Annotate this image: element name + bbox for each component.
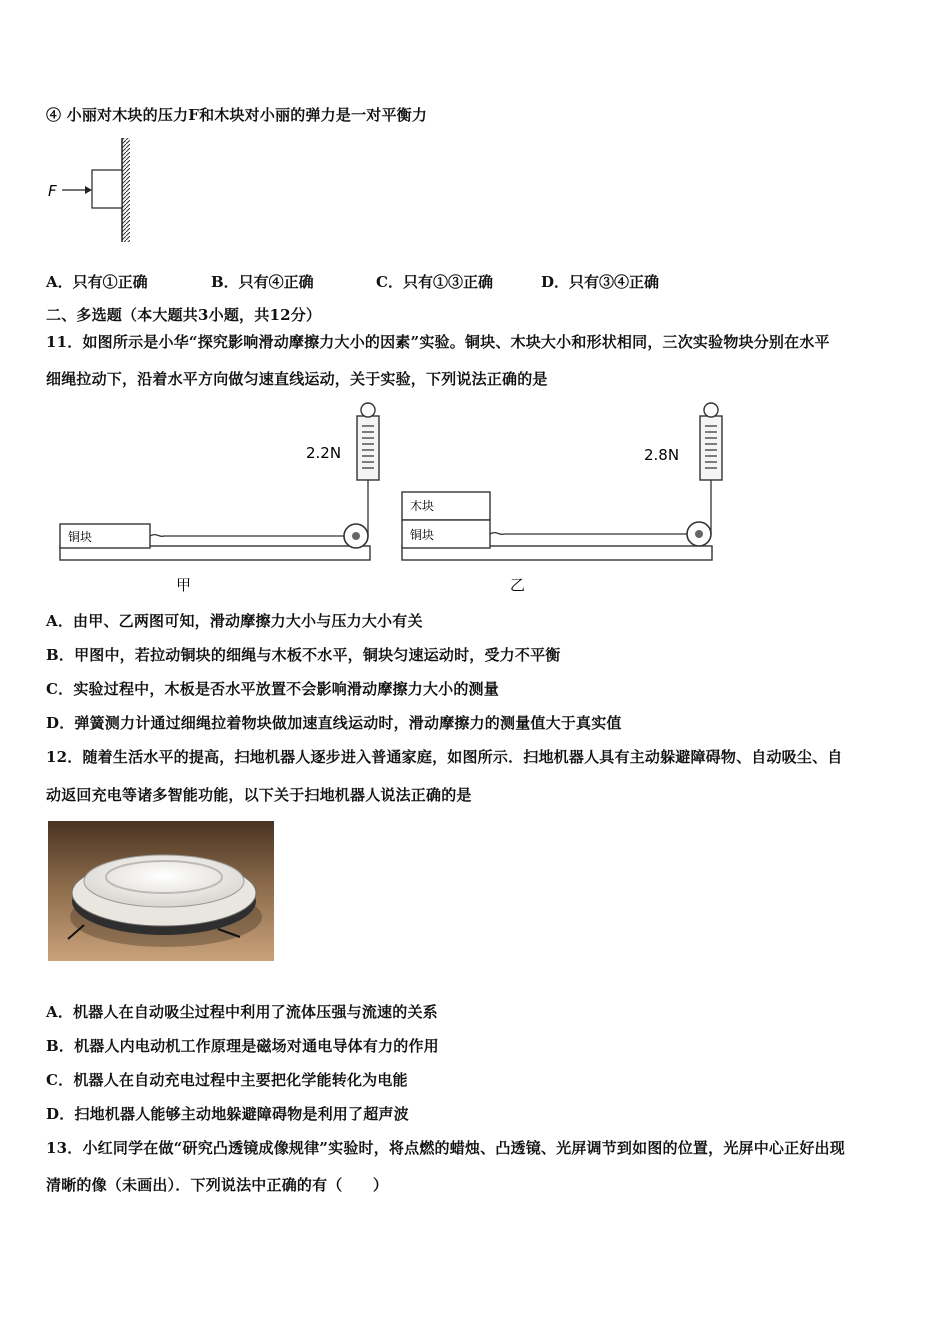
q12-stem-line-2: 动返回充电等诸多智能功能，以下关于扫地机器人说法正确的是 — [46, 786, 472, 804]
q10-choice-b[interactable]: B．只有④正确 — [211, 273, 314, 291]
copper-label-right: 铜块 — [410, 528, 435, 542]
wall — [122, 138, 130, 242]
q12-option-d[interactable]: D．扫地机器人能够主动地躲避障碍物是利用了超声波 — [46, 1105, 409, 1123]
robot-vacuum-photo — [48, 821, 274, 961]
caption-yi: 乙 — [510, 576, 526, 594]
pulley-left-hub — [352, 532, 360, 540]
q12-stem-line-1: 12．随着生活水平的提高，扫地机器人逐步进入普通家庭，如图所示．扫地机器人具有主动躲避障碍物、自动吸尘、自 — [46, 748, 843, 766]
setup-yi — [402, 403, 722, 594]
wooden-block — [92, 170, 122, 208]
q11-stem-line-2: 细绳拉动下，沿着水平方向做匀速直线运动，关于实验，下列说法正确的是 — [46, 370, 548, 388]
q10-force-diagram — [46, 136, 146, 244]
q11-option-a[interactable]: A．由甲、乙两图可知，滑动摩擦力大小与压力大小有关 — [46, 612, 423, 630]
spring-scale-left-ring — [361, 403, 375, 417]
q11-friction-figure — [46, 398, 726, 598]
section-2-title: 二、多选题（本大题共3小题，共12分） — [46, 306, 322, 324]
force-arrow-head — [85, 186, 92, 194]
spring-scale-right-ring — [704, 403, 718, 417]
q12-option-b[interactable]: B．机器人内电动机工作原理是磁场对通电导体有力的作用 — [46, 1037, 439, 1055]
q12-option-a[interactable]: A．机器人在自动吸尘过程中利用了流体压强与流速的关系 — [46, 1003, 438, 1021]
string-right — [490, 533, 689, 535]
q11-stem-line-1: 11．如图所示是小华“探究影响滑动摩擦力大小的因素”实验。铜块、木块大小和形状相同，三次实验物块分别在水平 — [46, 333, 830, 351]
force-label: F — [48, 182, 57, 200]
reading-right: 2.8N — [644, 446, 680, 464]
string-left — [150, 535, 346, 537]
caption-jia: 甲 — [176, 576, 192, 594]
q10-choice-c[interactable]: C．只有①③正确 — [376, 273, 493, 291]
setup-jia — [60, 403, 379, 594]
q11-option-d[interactable]: D．弹簧测力计通过细绳拉着物块做加速直线运动时，滑动摩擦力的测量值大于真实值 — [46, 714, 622, 732]
q12-option-c[interactable]: C．机器人在自动充电过程中主要把化学能转化为电能 — [46, 1071, 408, 1089]
wood-label-right: 木块 — [410, 499, 435, 513]
pulley-right-hub — [695, 530, 703, 538]
q11-option-c[interactable]: C．实验过程中，木板是否水平放置不会影响滑动摩擦力大小的测量 — [46, 680, 499, 698]
q10-statement-4: ④ 小丽对木块的压力F和木块对小丽的弹力是一对平衡力 — [46, 106, 428, 124]
reading-left: 2.2N — [306, 444, 342, 462]
q10-choice-a[interactable]: A．只有①正确 — [46, 273, 148, 291]
q13-stem-line-1: 13．小红同学在做“研究凸透镜成像规律”实验时，将点燃的蜡烛、凸透镜、光屏调节到如图的位置，光屏中心正好出现 — [46, 1139, 845, 1157]
q10-choices — [46, 271, 659, 292]
q11-option-b[interactable]: B．甲图中，若拉动铜块的细绳与木板不水平，铜块匀速运动时，受力不平衡 — [46, 646, 561, 664]
q10-choice-d[interactable]: D．只有③④正确 — [541, 273, 660, 291]
copper-label-left: 铜块 — [68, 530, 93, 544]
q13-stem-line-2: 清晰的像（未画出）．下列说法中正确的有（ ） — [46, 1176, 389, 1194]
